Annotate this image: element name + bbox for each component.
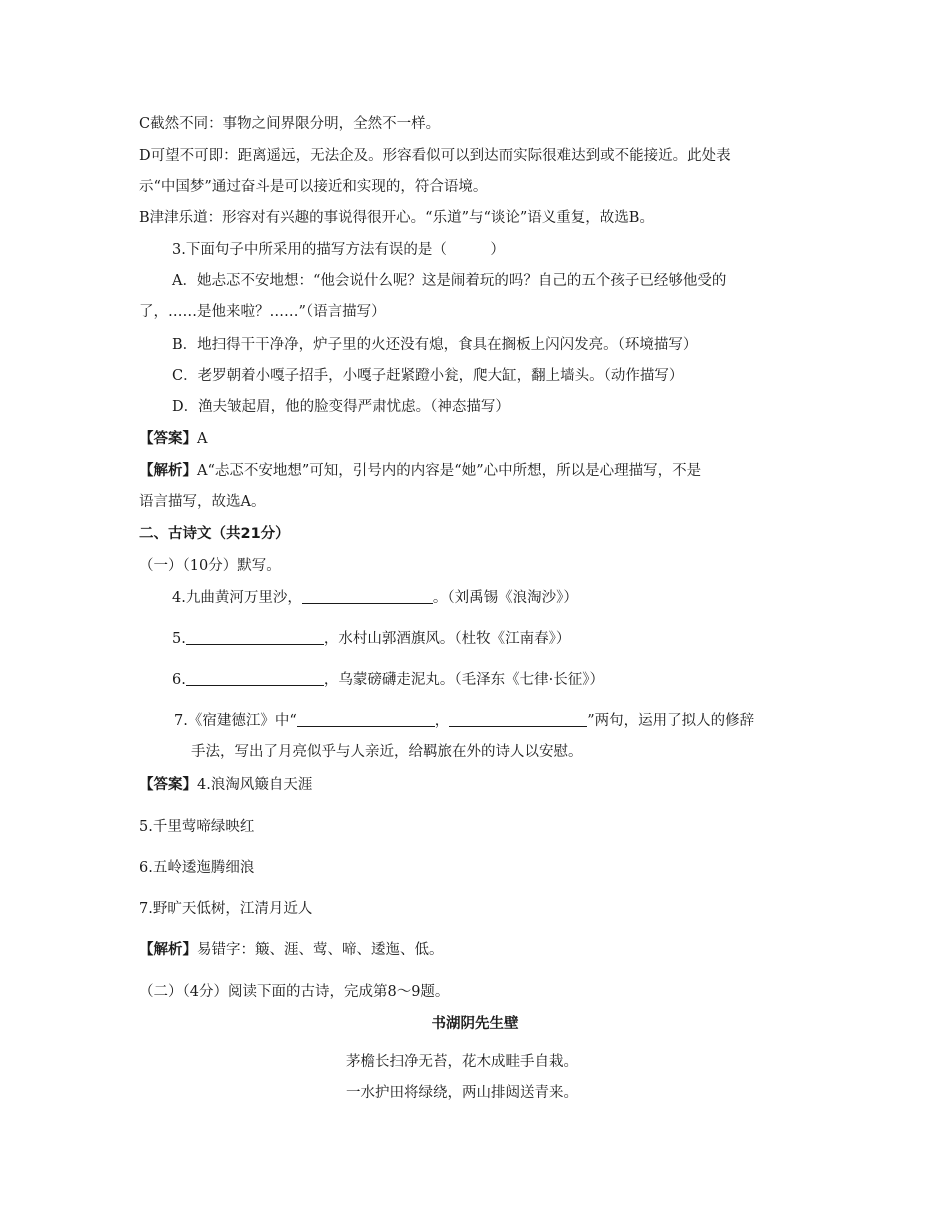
- question-4-text: 4.九曲黄河万里沙，: [172, 590, 302, 606]
- section-heading: 二、古诗文（共21分）: [139, 526, 290, 542]
- answer-blank: [186, 630, 324, 645]
- poem-line-1: 茅檐长扫净无苔，花木成畦手自栽。: [346, 1054, 578, 1070]
- part-2-heading: （二）（4分）阅读下面的古诗，完成第8～9题。: [139, 984, 450, 1000]
- answer-blank: [302, 589, 433, 604]
- answer-tag: 【答案】: [139, 777, 197, 793]
- question-5: [172, 629, 570, 649]
- answer-5: 5.千里莺啼绿映红: [139, 819, 255, 835]
- analysis-tag: 【解析】: [139, 463, 197, 479]
- question-5-text: ，水村山郭酒旗风。（杜牧《江南春》）: [323, 631, 571, 647]
- option-d-explanation-line1: D可望不可即：距离遥远，无法企及。形容看似可以到达而实际很难达到或不能接近。此处表: [139, 148, 731, 164]
- question-7-text: 7.《宿建德江》中“: [174, 713, 297, 729]
- analysis-text: 易错字：簸、涯、莺、啼、逶迤、低。: [197, 942, 444, 958]
- question-6-text: ，乌蒙磅礴走泥丸。（毛泽东《七律·长征》）: [323, 672, 604, 688]
- option-b-explanation: B津津乐道：形容对有兴趣的事说得很开心。“乐道”与“谈论”语义重复，故选B。: [139, 210, 654, 226]
- option-c-explanation: C截然不同：事物之间界限分明，全然不一样。: [139, 116, 441, 132]
- answer-6: 6.五岭逶迤腾细浪: [139, 860, 255, 876]
- question-7-text-end: ”两句，运用了拟人的修辞: [587, 713, 755, 729]
- answer-tag: 【答案】: [139, 431, 197, 447]
- question-3-analysis-line2: 语言描写，故选A。: [139, 494, 266, 510]
- part-1-analysis: [139, 940, 444, 960]
- part-1-heading: （一）（10分）默写。: [139, 558, 281, 574]
- question-5-number: 5.: [172, 631, 186, 647]
- question-3-option-d: D．渔夫皱起眉，他的脸变得严肃忧虑。（神态描写）: [172, 399, 510, 415]
- question-6: [172, 670, 604, 690]
- option-d-explanation-line2: 示“中国梦”通过奋斗是可以接近和实现的，符合语境。: [139, 179, 488, 195]
- question-3-option-a-line1: A．她忐忑不安地想：“他会说什么呢？这是闹着玩的吗？自己的五个孩子已经够他受的: [172, 273, 727, 289]
- question-3-option-c: C．老罗朝着小嘎子招手，小嘎子赶紧蹬小瓮，爬大缸，翻上墙头。（动作描写）: [172, 368, 684, 384]
- poem-title: 书湖阴先生壁: [431, 1016, 519, 1032]
- question-3-analysis-line1: [139, 461, 701, 481]
- answer-value: A: [197, 431, 208, 447]
- analysis-text: A“忐忑不安地想”可知，引号内的内容是“她”心中所想，所以是心理描写，不是: [197, 463, 702, 479]
- question-3-stem: 3.下面句子中所采用的描写方法有误的是（ ）: [172, 242, 505, 258]
- answer-7: 7.野旷天低树，江清月近人: [139, 901, 313, 917]
- part-1-answer: [139, 775, 312, 795]
- analysis-tag: 【解析】: [139, 942, 197, 958]
- answer-blank: [186, 671, 324, 686]
- question-3-option-b: B．地扫得干干净净，炉子里的火还没有熄，食具在搁板上闪闪发亮。（环境描写）: [172, 337, 698, 353]
- question-4-source: 。（刘禹锡《浪淘沙》）: [432, 590, 578, 606]
- question-3-answer: [139, 429, 207, 449]
- answer-4: 4.浪淘风簸自天涯: [197, 777, 313, 793]
- question-3-option-a-line2: 了，……是他来啦？……”（语言描写）: [139, 304, 386, 320]
- question-4: [172, 588, 578, 608]
- question-6-number: 6.: [172, 672, 186, 688]
- question-7-line2: 手法，写出了月亮似乎与人亲近，给羁旅在外的诗人以安慰。: [191, 744, 583, 760]
- poem-line-2: 一水护田将绿绕，两山排闼送青来。: [346, 1085, 578, 1101]
- answer-blank: [297, 712, 435, 727]
- answer-blank: [449, 712, 587, 727]
- question-7-line1: [174, 711, 754, 731]
- question-7-comma: ，: [434, 713, 450, 729]
